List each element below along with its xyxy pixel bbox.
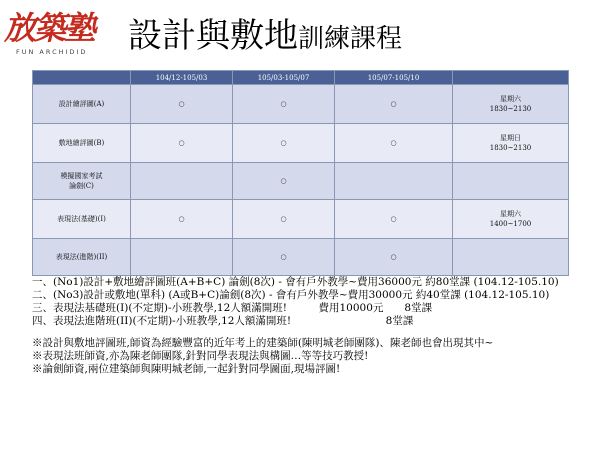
period-mark: ○: [233, 239, 335, 276]
course-name-line2: 論劍(C): [69, 182, 94, 190]
period-mark: ○: [335, 239, 453, 276]
period-mark: ○: [233, 85, 335, 124]
class-day: 星期六: [500, 210, 521, 218]
page-title-suffix: 訓練課程: [298, 24, 403, 54]
note-3: ※論劍師資,兩位建築師與陳明城老師,一起針對同學圖面,現場評圖!: [32, 363, 341, 375]
course-name-line1: 模擬國家考試: [60, 172, 103, 180]
page-title-main: 設計與敷地: [128, 16, 298, 56]
course-name: 表現法(進階)(II): [33, 239, 131, 276]
course-item-1: 一、(No1)設計+敷地繪評圖班(A+B+C) 論劍(8次) - 會有戶外教學~費用36000元 約80堂課 (104.12-105.10): [32, 276, 559, 288]
course-item-4: 四、表現法進階班(II)(不定期)-小班教學,12人額滿開班! 8堂課: [32, 315, 414, 327]
table-row: [33, 124, 569, 163]
header-corner: [33, 71, 131, 85]
schedule-table: [32, 70, 569, 276]
class-time: [453, 124, 569, 163]
period-mark: [131, 163, 233, 200]
period-mark: ○: [335, 124, 453, 163]
note-1: ※設計與敷地評圖班,師資為經驗豐富的近年考上的建築師(陳明城老師團隊)、陳老師也會出現其中~: [32, 337, 494, 349]
table-row: [33, 239, 569, 276]
period-mark: ○: [233, 200, 335, 239]
class-time: [453, 163, 569, 200]
period-mark: ○: [233, 124, 335, 163]
period-mark: ○: [335, 200, 453, 239]
class-hours: 1400~1700: [489, 220, 532, 228]
table-row: [33, 85, 569, 124]
class-time: [453, 85, 569, 124]
course-name: [33, 163, 131, 200]
period-mark: ○: [131, 124, 233, 163]
table-row: [33, 163, 569, 200]
course-info: [32, 276, 592, 376]
logo: [4, 10, 116, 62]
header-period-1: 104/12-105/03: [131, 71, 233, 85]
period-mark: ○: [131, 85, 233, 124]
class-day: 星期日: [500, 134, 521, 142]
class-day: 星期六: [500, 95, 521, 103]
class-hours: 1830~2130: [489, 144, 532, 152]
period-mark: [335, 163, 453, 200]
table-row: [33, 200, 569, 239]
logo-subtitle: FUN ARCHIDID: [16, 48, 88, 56]
class-hours: 1830~2130: [489, 105, 532, 113]
note-2: ※表現法班師資,亦為陳老師團隊,針對同學表現法與構圖…等等技巧教授!: [32, 350, 369, 362]
period-mark: ○: [131, 200, 233, 239]
period-mark: ○: [335, 85, 453, 124]
header-schedule: [453, 71, 569, 85]
period-mark: ○: [233, 163, 335, 200]
spacer: [32, 328, 592, 337]
logo-glyphs: 放築塾: [4, 9, 95, 47]
course-name: 設計繪評圖(A): [33, 85, 131, 124]
class-time: [453, 239, 569, 276]
period-mark: [131, 239, 233, 276]
class-time: [453, 200, 569, 239]
header-period-3: 105/07-105/10: [335, 71, 453, 85]
page-title: [128, 14, 402, 58]
course-item-2: 二、(No3)設計或敷地(單科) (A或B+C)論劍(8次) - 會有戶外教學~費用30000元 約40堂課 (104.12-105.10): [32, 289, 550, 301]
course-name: 表現法(基礎)(I): [33, 200, 131, 239]
course-item-3: 三、表現法基礎班(I)(不定期)-小班教學,12人額滿開班! 費用10000元 8堂課: [32, 302, 433, 314]
table-header-row: [33, 71, 569, 85]
course-name: 敷地繪評圖(B): [33, 124, 131, 163]
header-period-2: 105/03-105/07: [233, 71, 335, 85]
